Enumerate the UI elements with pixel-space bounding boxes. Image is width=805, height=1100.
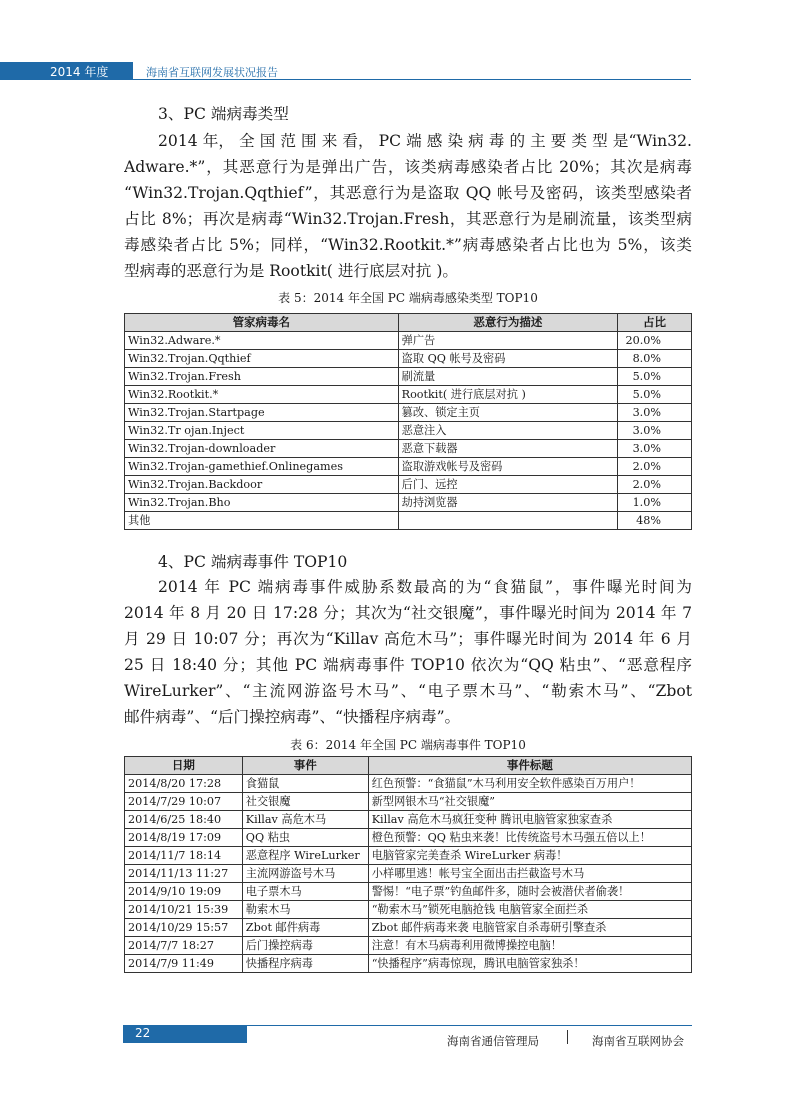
table-row: [125, 512, 692, 530]
table-cell: 2014/7/7 18:27: [125, 937, 243, 955]
table-cell: 电子票木马: [242, 883, 368, 901]
table-cell: 恶意注入: [398, 422, 617, 440]
table-row: [125, 793, 692, 811]
table6-header-row: [125, 757, 692, 775]
table-cell: 食猫鼠: [242, 775, 368, 793]
table-row: [125, 865, 692, 883]
table-cell: “快播程序”病毒惊现，腾讯电脑管家独杀！: [368, 955, 691, 973]
table-cell: 2014/11/7 18:14: [125, 847, 243, 865]
table-cell: Zbot 邮件病毒: [242, 919, 368, 937]
section4-paragraph: [124, 574, 692, 730]
table-cell: 红色预警：“食猫鼠”木马利用安全软件感染百万用户！: [368, 775, 691, 793]
table-cell: 篡改、锁定主页: [398, 404, 617, 422]
table-cell: Win32.Trojan.Backdoor: [125, 476, 399, 494]
table-cell: Win32.Trojan.Fresh: [125, 368, 399, 386]
paragraph-line: 占比 8%；再次是病毒“Win32.Trojan.Fresh，其恶意行为是刷流量，该类型病: [124, 210, 692, 228]
table-cell: 1.0%: [618, 494, 692, 512]
table-cell: Win32.Rootkit.*: [125, 386, 399, 404]
table-row: [125, 811, 692, 829]
table-row: [125, 476, 692, 494]
table-cell: “勒索木马”锁死电脑抢钱 电脑管家全面拦杀: [368, 901, 691, 919]
table-cell: 2014/7/9 11:49: [125, 955, 243, 973]
table-cell: 48%: [618, 512, 692, 530]
table-cell: 3.0%: [618, 404, 692, 422]
section3-heading: 3、PC 端病毒类型: [158, 105, 289, 123]
footer-separator: [567, 1030, 568, 1044]
header-title: 海南省互联网发展状况报告: [146, 66, 278, 79]
table-cell: 快播程序病毒: [242, 955, 368, 973]
paragraph-line: 25 日 18:40 分；其他 PC 端病毒事件 TOP10 依次为“QQ 粘虫”、“恶意程序: [124, 656, 692, 674]
table-row: [125, 847, 692, 865]
table-row: [125, 919, 692, 937]
table-row: [125, 458, 692, 476]
table-cell: 2014/10/29 15:57: [125, 919, 243, 937]
page-number: 22: [135, 1026, 151, 1040]
section3-paragraph: [124, 128, 692, 284]
table-row: [125, 937, 692, 955]
table-cell: 小样哪里逃！帐号宝全面出击拦截盗号木马: [368, 865, 691, 883]
table-row: [125, 422, 692, 440]
table-cell: Killav 高危木马: [242, 811, 368, 829]
footer-org-telecom: 海南省通信管理局: [447, 1034, 539, 1048]
table6-caption: 表 6：2014 年全国 PC 端病毒事件 TOP10: [290, 738, 526, 752]
paragraph-line: 月 29 日 10:07 分；再次为“Killav 高危木马”；事件曝光时间为 2014 年 6 月: [124, 630, 692, 648]
table-cell: 2014/10/21 15:39: [125, 901, 243, 919]
table-row: [125, 775, 692, 793]
paragraph-line: 2014 年 8 月 20 日 17:28 分；其次为“社交银魔”，事件曝光时间为 2014 年 7: [124, 604, 692, 622]
paragraph-line: “Win32.Trojan.Qqthief”，其恶意行为是盗取 QQ 帐号及密码，该类型感染者: [124, 184, 692, 202]
paragraph-line: 型病毒的恶意行为是 Rootkit( 进行底层对抗 )。: [124, 262, 459, 280]
table-cell: 3.0%: [618, 440, 692, 458]
table-row: [125, 440, 692, 458]
table-cell: 3.0%: [618, 422, 692, 440]
table-row: [125, 901, 692, 919]
table-cell: Win32.Trojan-gamethief.Onlinegames: [125, 458, 399, 476]
table-cell: 盗取 QQ 帐号及密码: [398, 350, 617, 368]
table-cell: 盗取游戏帐号及密码: [398, 458, 617, 476]
table-row: [125, 494, 692, 512]
table-row: [125, 350, 692, 368]
footer-rule: [247, 1025, 692, 1026]
table-cell: Win32.Trojan.Bho: [125, 494, 399, 512]
paragraph-line: 毒感染者占比 5%；同样，“Win32.Rootkit.*”病毒感染者占比也为 5%，该类: [124, 236, 692, 254]
table-cell: 电脑管家完美查杀 WireLurker 病毒！: [368, 847, 691, 865]
table5-caption: 表 5：2014 年全国 PC 端病毒感染类型 TOP10: [278, 291, 538, 305]
table-cell: 后门操控病毒: [242, 937, 368, 955]
table-cell: 刷流量: [398, 368, 617, 386]
table-cell: Rootkit( 进行底层对抗 ): [398, 386, 617, 404]
table-cell: 20.0%: [618, 332, 692, 350]
paragraph-line: 邮件病毒”、“后门操控病毒”、“快播程序病毒”。: [124, 708, 461, 726]
table-cell: 2014/7/29 10:07: [125, 793, 243, 811]
table-cell: 橙色预警：QQ 粘虫来袭！比传统盗号木马强五倍以上！: [368, 829, 691, 847]
table-cell: 主流网游盗号木马: [242, 865, 368, 883]
footer-org-internet: 海南省互联网协会: [592, 1034, 684, 1048]
table-cell: 劫持浏览器: [398, 494, 617, 512]
header-rule: [133, 79, 691, 80]
column-header: 事件: [242, 757, 368, 775]
column-header: 管家病毒名: [125, 314, 399, 332]
table-cell: 2014/9/10 19:09: [125, 883, 243, 901]
paragraph-line: 2014 年 PC 端病毒事件威胁系数最高的为“食猫鼠”，事件曝光时间为: [158, 578, 692, 596]
table-cell: 警惕！“电子票”钓鱼邮件多，随时会被潜伏者偷袭！: [368, 883, 691, 901]
table-cell: 5.0%: [618, 368, 692, 386]
table-cell: 注意！有木马病毒利用微博操控电脑！: [368, 937, 691, 955]
column-header: 占比: [618, 314, 692, 332]
table-row: [125, 829, 692, 847]
table-row: [125, 386, 692, 404]
table-cell: 后门、远控: [398, 476, 617, 494]
table-cell: 恶意下载器: [398, 440, 617, 458]
table-cell: 社交银魔: [242, 793, 368, 811]
table-cell: 2.0%: [618, 458, 692, 476]
table-cell: Win32.Trojan.Startpage: [125, 404, 399, 422]
table-cell: Killav 高危木马疯狂变种 腾讯电脑管家独家查杀: [368, 811, 691, 829]
table-cell: 2014/8/20 17:28: [125, 775, 243, 793]
paragraph-line: Adware.*”，其恶意行为是弹出广告，该类病毒感染者占比 20%；其次是病毒: [124, 158, 692, 176]
table-cell: 勒索木马: [242, 901, 368, 919]
table-cell: 其他: [125, 512, 399, 530]
table-cell: Win32.Tr ojan.Inject: [125, 422, 399, 440]
table-cell: 8.0%: [618, 350, 692, 368]
table-cell: 2014/6/25 18:40: [125, 811, 243, 829]
table-row: [125, 332, 692, 350]
table5-header-row: [125, 314, 692, 332]
table-cell: 2014/11/13 11:27: [125, 865, 243, 883]
section4-heading: 4、PC 端病毒事件 TOP10: [158, 553, 348, 571]
paragraph-line: WireLurker”、“主流网游盗号木马”、“电子票木马”、“勒索木马”、“Zbot: [124, 682, 692, 700]
column-header: 事件标题: [368, 757, 691, 775]
table5: [124, 313, 692, 530]
table-cell: 5.0%: [618, 386, 692, 404]
table-cell: Win32.Adware.*: [125, 332, 399, 350]
table-row: [125, 404, 692, 422]
table-cell: [398, 512, 617, 530]
table-cell: Win32.Trojan-downloader: [125, 440, 399, 458]
table-cell: Zbot 邮件病毒来袭 电脑管家自杀毒研引擎查杀: [368, 919, 691, 937]
table-cell: QQ 粘虫: [242, 829, 368, 847]
table-row: [125, 368, 692, 386]
table-row: [125, 955, 692, 973]
header-year: 2014 年度: [50, 65, 109, 79]
paragraph-line: 2014 年， 全 国 范 围 来 看， PC 端 感 染 病 毒 的 主 要 类 型 是“Win32.: [158, 132, 692, 150]
column-header: 日期: [125, 757, 243, 775]
table6: [124, 756, 692, 973]
table-cell: Win32.Trojan.Qqthief: [125, 350, 399, 368]
table-cell: 弹广告: [398, 332, 617, 350]
column-header: 恶意行为描述: [398, 314, 617, 332]
table-cell: 新型网银木马“社交银魔”: [368, 793, 691, 811]
table-row: [125, 883, 692, 901]
table-cell: 2014/8/19 17:09: [125, 829, 243, 847]
table-cell: 2.0%: [618, 476, 692, 494]
table-cell: 恶意程序 WireLurker: [242, 847, 368, 865]
